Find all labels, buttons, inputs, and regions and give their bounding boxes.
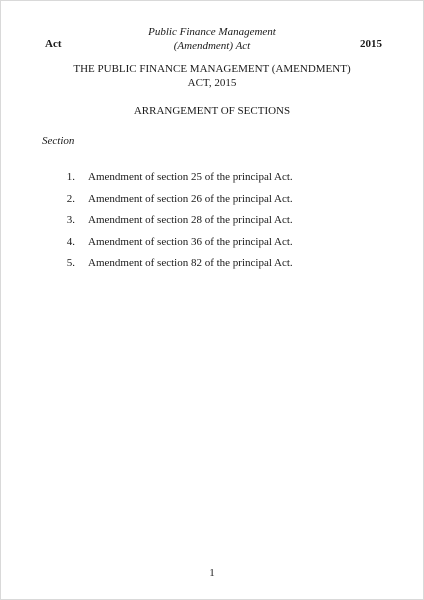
section-item (0, 214, 424, 236)
section-item (0, 257, 424, 279)
section-item (0, 171, 424, 193)
section-title: Amendment of section 82 of the principal Act. (88, 257, 293, 269)
section-title: Amendment of section 28 of the principal Act. (88, 214, 293, 226)
section-number: 1. (66, 171, 75, 183)
header-left-label: Act (45, 38, 62, 50)
header-title-line-1: Public Finance Management (148, 26, 276, 38)
section-column-label: Section (42, 135, 75, 147)
section-item (0, 236, 424, 258)
section-number: 2. (66, 192, 75, 205)
section-number: 5. (66, 257, 75, 269)
act-title-line-2: ACT, 2015 (187, 77, 237, 89)
section-title: Amendment of section 26 of the principal Act. (88, 192, 293, 205)
page-number: 1 (209, 567, 215, 579)
section-number: 4. (66, 235, 75, 248)
section-title: Amendment of section 36 of the principal Act. (88, 235, 293, 248)
header-title-line-2: (Amendment) Act (173, 40, 251, 52)
section-item (0, 193, 424, 215)
header-year: 2015 (360, 38, 382, 50)
section-title: Amendment of section 25 of the principal Act. (88, 171, 293, 183)
act-title (0, 62, 424, 90)
sections-list (0, 171, 424, 279)
arrangement-heading: ARRANGEMENT OF SECTIONS (133, 105, 291, 117)
act-title-line-1: THE PUBLIC FINANCE MANAGEMENT (AMENDMENT) (73, 63, 351, 75)
section-number: 3. (66, 214, 75, 226)
